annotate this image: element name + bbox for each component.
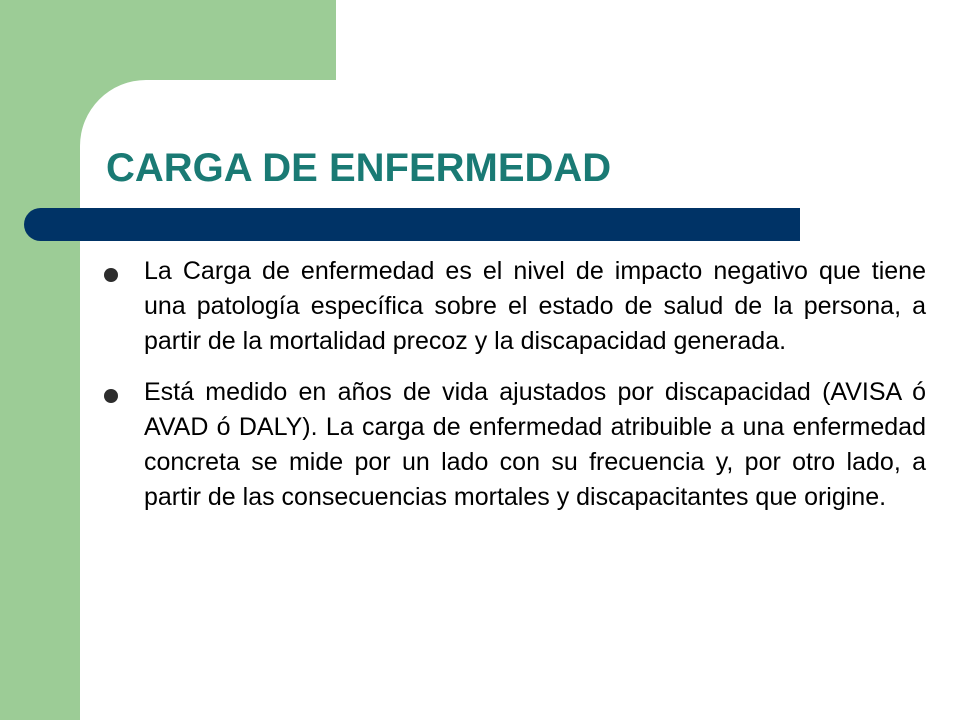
- bullet-item: [104, 254, 926, 359]
- bullet-list: [104, 254, 926, 531]
- bullet-dot-icon: [104, 268, 118, 282]
- decorative-green-left-stripe: [0, 0, 80, 720]
- bullet-item: [104, 375, 926, 515]
- bullet-text: Está medido en años de vida ajustados por discapacidad (AVISA ó AVAD ó DALY). La carga de enfermedad atribuible a una enfermedad concreta se mide por un lado con su frecuencia y, por otro lado, a partir de las consecuencias mortales y discapacitantes que origine.: [144, 378, 926, 511]
- bullet-dot-icon: [104, 389, 118, 403]
- slide-title: CARGA DE ENFERMEDAD: [106, 146, 612, 190]
- bullet-text: La Carga de enfermedad es el nivel de impacto negativo que tiene una patología específica sobre el estado de salud de la persona, a partir de la mortalidad precoz y la discapacidad generada.: [144, 257, 926, 355]
- title-underline-bar: [24, 208, 800, 241]
